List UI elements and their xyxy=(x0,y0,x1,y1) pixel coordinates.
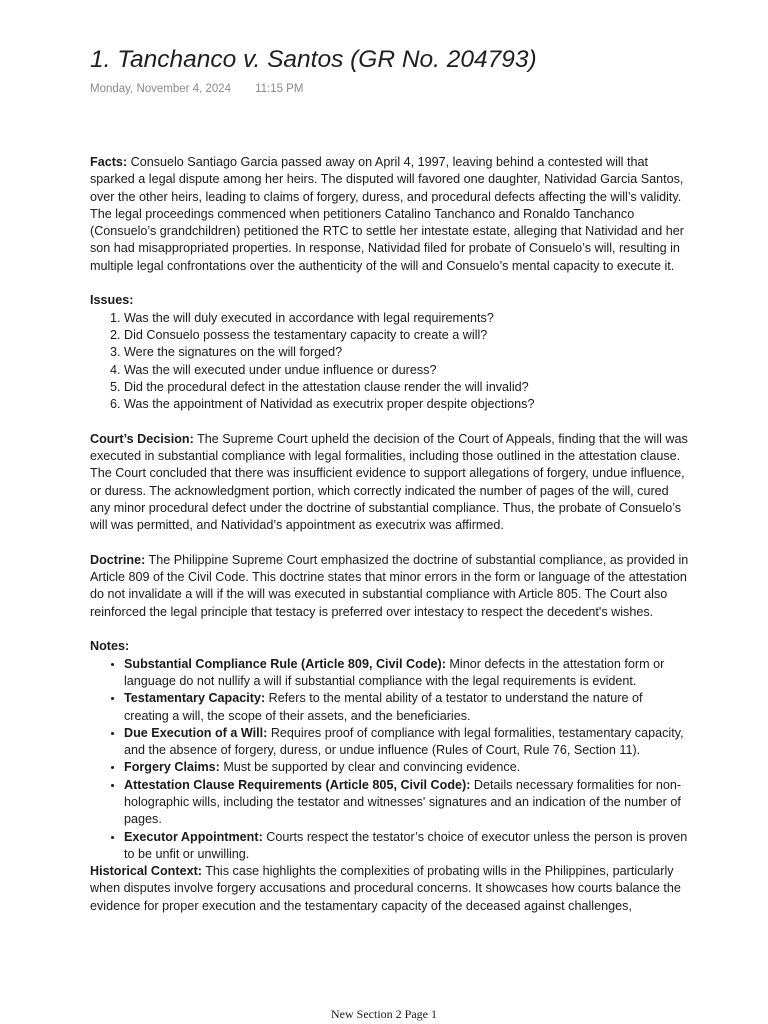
facts-label: Facts: xyxy=(90,155,128,169)
issue-item: 4. Was the will executed under undue influence or duress? xyxy=(124,362,690,379)
doctrine-text: The Philippine Supreme Court emphasized the doctrine of substantial compliance, as provided in Article 809 of the Civil Code. This doctrine states that minor errors in the form or language of the attestation do not invalidate a will if the will was executed in substantial compliance with Article 805. The Court also reinforced the legal principle that testacy is preferred over intestacy to respect the decedent's wishes. xyxy=(90,552,689,619)
facts-text: Consuelo Santiago Garcia passed away on April 4, 1997, leaving behind a contested will that sparked a legal dispute among her heirs. The disputed will favored one daughter, Natividad Garcia Santos, over the other heirs, leading to claims of forgery, duress, and procedural defects affecting the will’s validity. The legal proceedings commenced when petitioners Catalino Tanchanco and Ronaldo Tanchanco (Consuelo’s grandchildren) petitioned the RTC to settle her intestate estate, alleging that Natividad and her son had misappropriated properties. In response, Natividad filed for probate of Consuelo’s will, resulting in multiple legal confrontations over the authenticity of the will and Consuelo’s mental capacity to execute it. xyxy=(90,155,684,273)
note-term: Executor Appointment: xyxy=(124,829,263,844)
decision-text: The Supreme Court upheld the decision of the Court of Appeals, finding that the will was executed in substantial compliance with legal formalities, including those outlined in the attestation clause. The Court concluded that there was insufficient evidence to support allegations of forgery, undue influence, or duress. The acknowledgment portion, which correctly indicated the number of pages of the will, cured any minor procedural defect under the doctrine of substantial compliance. Thus, the probate of Consuelo’s will was permitted, and Natividad’s appointment as executrix was affirmed. xyxy=(90,431,688,533)
note-item xyxy=(124,759,690,776)
history-paragraph xyxy=(90,863,690,915)
issue-item: 3. Were the signatures on the will forged? xyxy=(124,344,690,361)
note-term: Substantial Compliance Rule (Article 809, Civil Code): xyxy=(124,656,446,671)
note-item xyxy=(124,829,690,864)
note-term: Forgery Claims: xyxy=(124,760,220,775)
page-footer: New Section 2 Page 1 xyxy=(331,1007,437,1021)
note-item xyxy=(124,777,690,829)
doctrine-label: Doctrine: xyxy=(90,552,146,567)
page-date: Monday, November 4, 2024 xyxy=(90,83,232,95)
note-text: Refers to the mental ability of a testator to understand the nature of creating a will, the scope of their assets, and the beneficiaries. xyxy=(124,691,643,723)
notes-label: Notes: xyxy=(90,639,130,654)
issue-item: 2. Did Consuelo possess the testamentary capacity to create a will? xyxy=(124,327,690,344)
note-text: Requires proof of compliance with legal formalities, testamentary capacity, and the absence of forgery, duress, or undue influence (Rules of Court, Rule 76, Section 11). xyxy=(124,725,684,758)
note-text: Details necessary formalities for non-holographic wills, including the testator and witnesses' signatures and an indication of the number of pages. xyxy=(124,777,682,827)
history-label: Historical Context: xyxy=(90,864,202,879)
page-meta xyxy=(90,83,303,95)
note-term: Attestation Clause Requirements (Article 805, Civil Code): xyxy=(124,777,471,792)
history-text: This case highlights the complexities of probating wills in the Philippines, particularly when disputes involve forgery accusations and procedural concerns. It showcases how courts balance the evidence for proper execution and the testamentary capacity of the deceased against challenges, xyxy=(90,864,681,913)
note-text: Courts respect the testator’s choice of executor unless the person is proven to be unfit or unwilling. xyxy=(124,829,688,861)
issue-item: 1. Was the will duly executed in accordance with legal requirements? xyxy=(124,310,690,327)
issue-item: 6. Was the appointment of Natividad as executrix proper despite objections? xyxy=(124,396,690,413)
note-term: Due Execution of a Will: xyxy=(124,725,268,740)
note-term: Testamentary Capacity: xyxy=(124,691,266,706)
doctrine-paragraph xyxy=(90,552,690,621)
decision-label: Court’s Decision: xyxy=(90,431,194,446)
page-time: 11:15 PM xyxy=(255,83,304,95)
note-body xyxy=(90,154,690,932)
note-text: Minor defects in the attestation form or language do not nullify a will if substantial compliance with the legal requirements is evident. xyxy=(124,656,665,688)
note-item xyxy=(124,690,690,725)
note-item xyxy=(124,725,690,760)
page-title: 1. Tanchanco v. Santos (GR No. 204793) xyxy=(90,46,537,73)
issues-list xyxy=(90,310,690,414)
facts-paragraph xyxy=(90,154,690,275)
note-item xyxy=(124,656,690,691)
notes-list xyxy=(90,656,690,864)
issue-item: 5. Did the procedural defect in the attestation clause render the will invalid? xyxy=(124,379,690,396)
decision-paragraph xyxy=(90,431,690,535)
note-text: Must be supported by clear and convincing evidence. xyxy=(219,760,521,775)
issues-label: Issues: xyxy=(90,293,134,308)
